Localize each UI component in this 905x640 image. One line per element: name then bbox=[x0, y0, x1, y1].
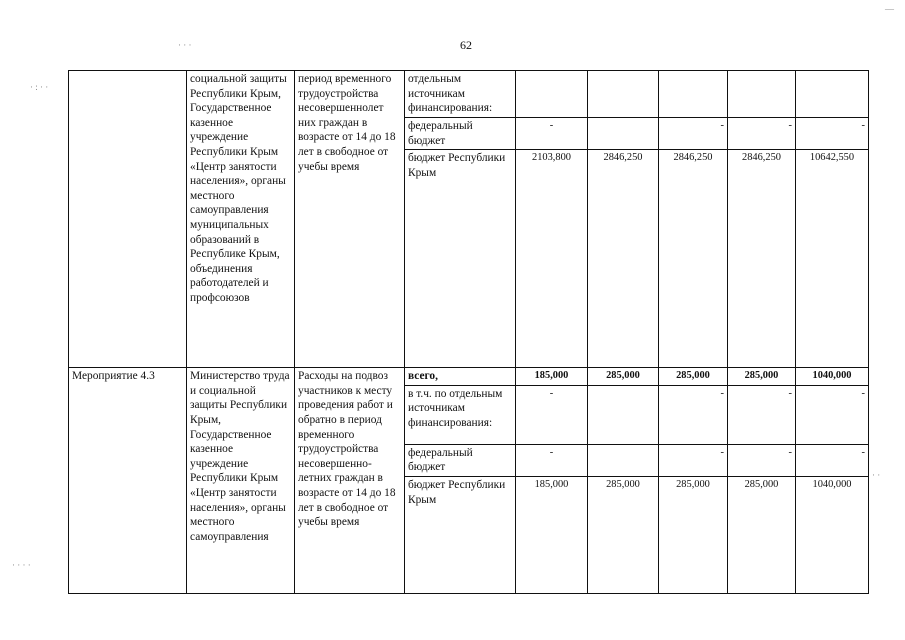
value-cell: 285,000 bbox=[659, 476, 728, 593]
source-cell: бюджет Республики Крым bbox=[405, 476, 516, 593]
source-cell: всего, bbox=[405, 368, 516, 386]
value-cell: - bbox=[659, 118, 728, 150]
value-cell: 285,000 bbox=[659, 368, 728, 386]
value-cell: - bbox=[516, 118, 588, 150]
scan-artifact: — bbox=[885, 4, 894, 14]
value-cell: 1040,000 bbox=[796, 368, 869, 386]
value-cell: 2846,250 bbox=[728, 150, 796, 368]
value-cell: 2846,250 bbox=[588, 150, 659, 368]
value-cell bbox=[588, 118, 659, 150]
value-cell: 185,000 bbox=[516, 368, 588, 386]
value-cell: - bbox=[728, 385, 796, 444]
scan-artifact: · · · · bbox=[12, 560, 31, 570]
description-cell: период временного трудоустройства несовершеннолет них граждан в возрасте от 14 до 18 лет в свободное от учебы время bbox=[295, 71, 405, 368]
value-cell: - bbox=[796, 118, 869, 150]
scan-artifact: · · bbox=[872, 470, 881, 480]
event-cell: Мероприятие 4.3 bbox=[69, 368, 187, 594]
description-cell: Расходы на подвоз участников к месту проведения работ и обратно в период временного трудоустройства несовершенно-летних граждан в возрасте от 14 до 18 лет в свободное от учебы время bbox=[295, 368, 405, 594]
event-cell bbox=[69, 71, 187, 368]
value-cell: 10642,550 bbox=[796, 150, 869, 368]
value-cell bbox=[796, 71, 869, 118]
value-cell bbox=[659, 71, 728, 118]
value-cell: 285,000 bbox=[728, 476, 796, 593]
value-cell: - bbox=[516, 385, 588, 444]
value-cell bbox=[728, 71, 796, 118]
value-cell: - bbox=[728, 118, 796, 150]
page-number: 62 bbox=[460, 38, 472, 52]
table-row bbox=[69, 368, 869, 386]
scan-artifact: · · · bbox=[178, 40, 192, 50]
value-cell: - bbox=[516, 444, 588, 476]
value-cell: 285,000 bbox=[588, 476, 659, 593]
source-cell: бюджет Республики Крым bbox=[405, 150, 516, 368]
value-cell: - bbox=[728, 444, 796, 476]
value-cell: - bbox=[659, 385, 728, 444]
value-cell bbox=[588, 385, 659, 444]
financing-table bbox=[68, 70, 869, 594]
value-cell: - bbox=[659, 444, 728, 476]
value-cell bbox=[588, 444, 659, 476]
source-cell: федеральный бюджет bbox=[405, 118, 516, 150]
executor-cell: социальной защиты Республики Крым, Государственное казенное учреждение Республики Крым «Центр занятости населения», органы местного самоуправления муниципальных образований в Республике Крым, объединения работодателей и профсоюзов bbox=[187, 71, 295, 368]
value-cell: - bbox=[796, 444, 869, 476]
value-cell bbox=[588, 71, 659, 118]
executor-cell: Министерство труда и социальной защиты Республики Крым, Государственное казенное учреждение Республики Крым «Центр занятости населения», органы местного самоуправления bbox=[187, 368, 295, 594]
table-row bbox=[69, 71, 869, 118]
source-cell: федеральный бюджет bbox=[405, 444, 516, 476]
value-cell: 2846,250 bbox=[659, 150, 728, 368]
source-cell: отдельным источникам финансирования: bbox=[405, 71, 516, 118]
value-cell: 1040,000 bbox=[796, 476, 869, 593]
scan-artifact: · : · · bbox=[30, 82, 49, 92]
value-cell: 185,000 bbox=[516, 476, 588, 593]
value-cell: 285,000 bbox=[728, 368, 796, 386]
value-cell bbox=[516, 71, 588, 118]
value-cell: 285,000 bbox=[588, 368, 659, 386]
value-cell: 2103,800 bbox=[516, 150, 588, 368]
source-cell: в т.ч. по отдельным источникам финансирования: bbox=[405, 385, 516, 444]
value-cell: - bbox=[796, 385, 869, 444]
